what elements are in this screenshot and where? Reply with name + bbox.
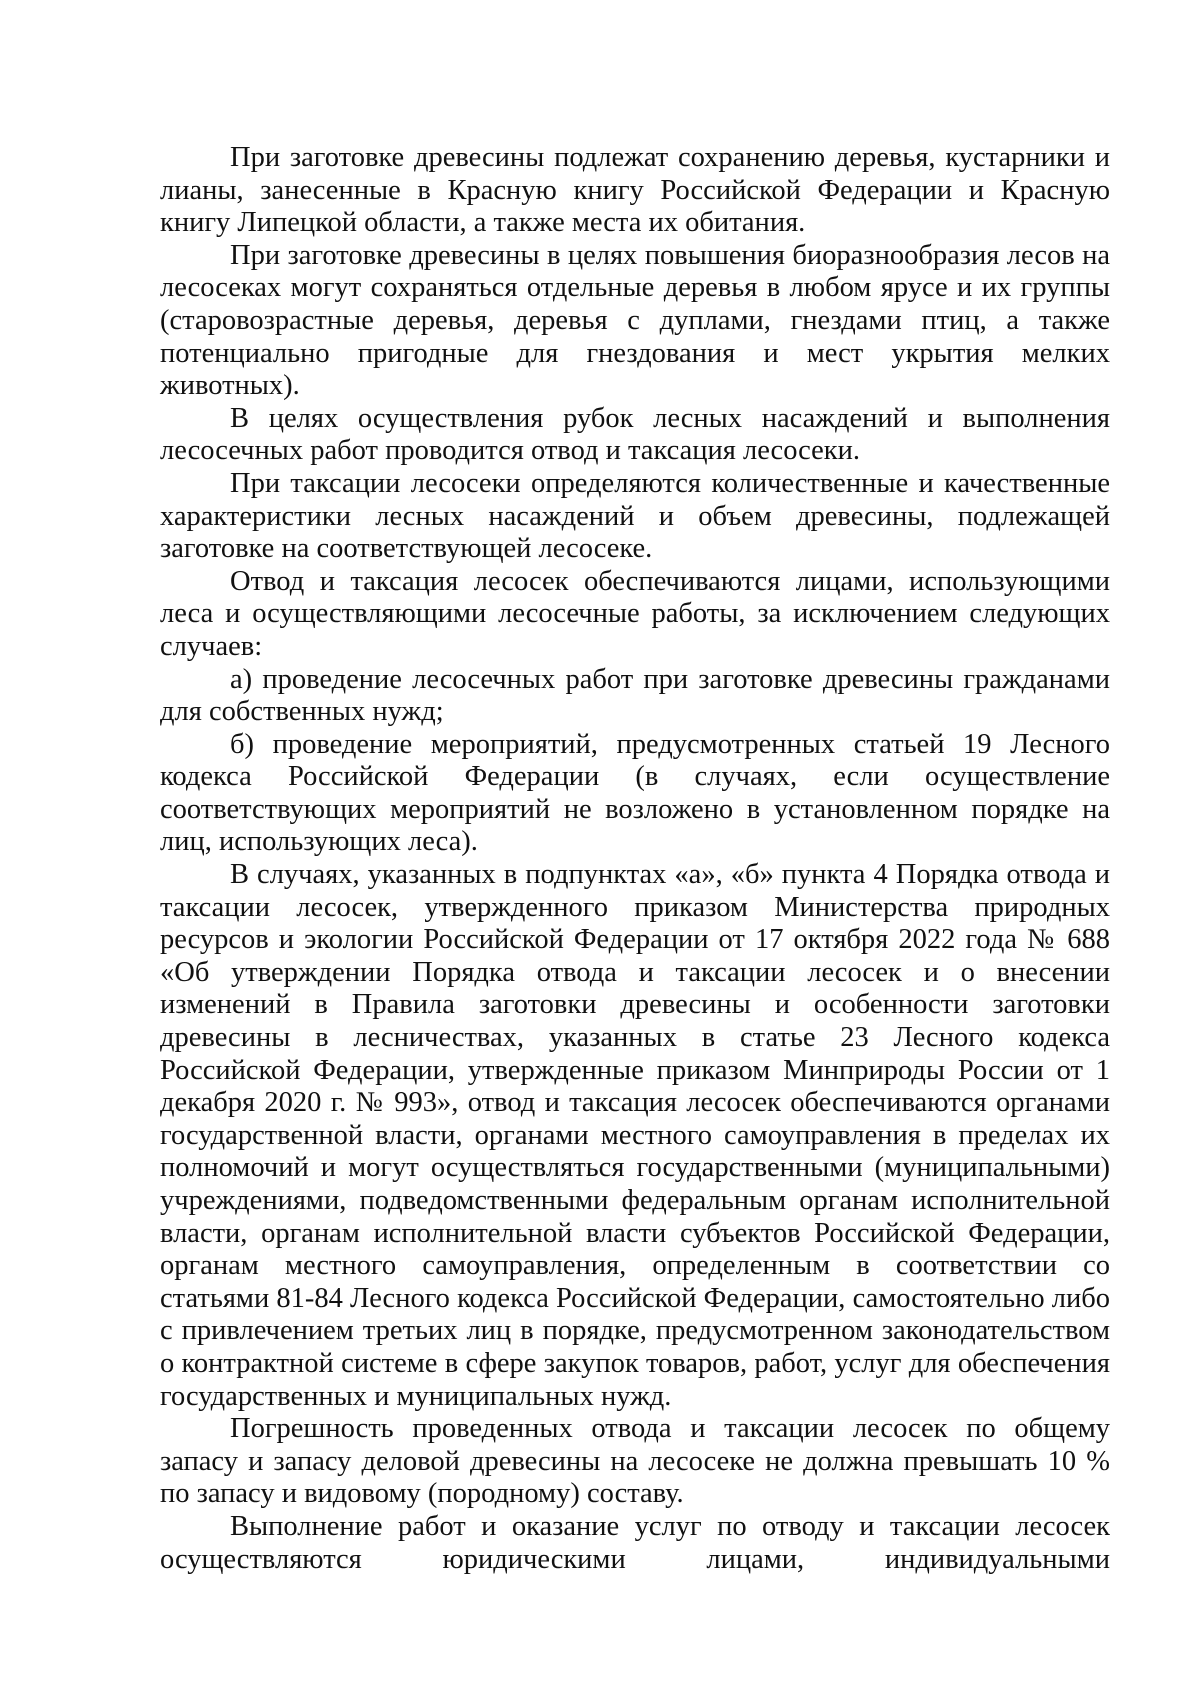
paragraph-taxation-definition: При таксации лесосеки определяются количественные и качественные характеристики лесных насаждений и объем древесины, подлежащей заготовке на соответствующей лесосеке.	[160, 467, 1110, 565]
paragraph-responsible-parties: Отвод и таксация лесосек обеспечиваются лицами, использующими леса и осуществляющими лесосечные работы, за исключением следующих случаев:	[160, 565, 1110, 662]
paragraph-allotment-purpose: В целях осуществления рубок лесных насаждений и выполнения лесосечных работ проводится отвод и таксация лесосеки.	[160, 402, 1110, 467]
paragraph-red-book: При заготовке древесины подлежат сохранению деревья, кустарники и лианы, занесенные в Красную книгу Российской Федерации и Красную книгу Липецкой области, а также места их обитания.	[160, 142, 1110, 239]
list-item-b: б) проведение мероприятий, предусмотренных статьей 19 Лесного кодекса Российской Федерации (в случаях, если осуществление соответствующих мероприятий не возложено в установленном порядке на лиц, использующих леса).	[160, 728, 1110, 858]
paragraph-error-tolerance: Погрешность проведенных отвода и таксации лесосек по общему запасу и запасу деловой древесины на лесосеке не должна превышать 10 % по запасу и видовому (породному) составу.	[160, 1413, 1110, 1510]
paragraph-exception-cases: В случаях, указанных в подпунктах «а», «б» пункта 4 Порядка отвода и таксации лесосек, утвержденного приказом Министерства природных ресурсов и экологии Российской Федерации от 17 октября 2022 года № 688 «Об утверждении Порядка отвода и таксации лесосек и о внесении изменений в Правила заготовки древесины и особенности заготовки древесины в лесничествах, указанных в статье 23 Лесного кодекса Российской Федерации, утвержденные приказом Минприроды России от 1 декабря 2020 г. № 993», отвод и таксация лесосек обеспечиваются органами государственной власти, органами местного самоуправления в пределах их полномочий и могут осуществляться государственными (муниципальными) учреждениями, подведомственными федеральным органам исполнительной власти, органам исполнительной власти субъектов Российской Федерации, органам местного самоуправления, определенным в соответствии со статьями 81-84 Лесного кодекса Российской Федерации, самостоятельно либо с привлечением третьих лиц в порядке, предусмотренном законодательством о контрактной системе в сфере закупок товаров, работ, услуг для обеспечения государственных и муниципальных нужд.	[160, 859, 1110, 1412]
list-item-a: а) проведение лесосечных работ при заготовке древесины гражданами для собственных нужд;	[160, 663, 1110, 728]
paragraph-works-execution: Выполнение работ и оказание услуг по отводу и таксации лесосек осуществляются юридическими лицами, индивидуальными	[160, 1510, 1110, 1575]
document-page	[160, 142, 1110, 1576]
paragraph-biodiversity: При заготовке древесины в целях повышения биоразнообразия лесов на лесосеках могут сохраняться отдельные деревья в любом ярусе и их группы (старовозрастные деревья, деревья с дуплами, гнездами птиц, а также потенциально пригодные для гнездования и мест укрытия мелких животных).	[160, 239, 1110, 402]
